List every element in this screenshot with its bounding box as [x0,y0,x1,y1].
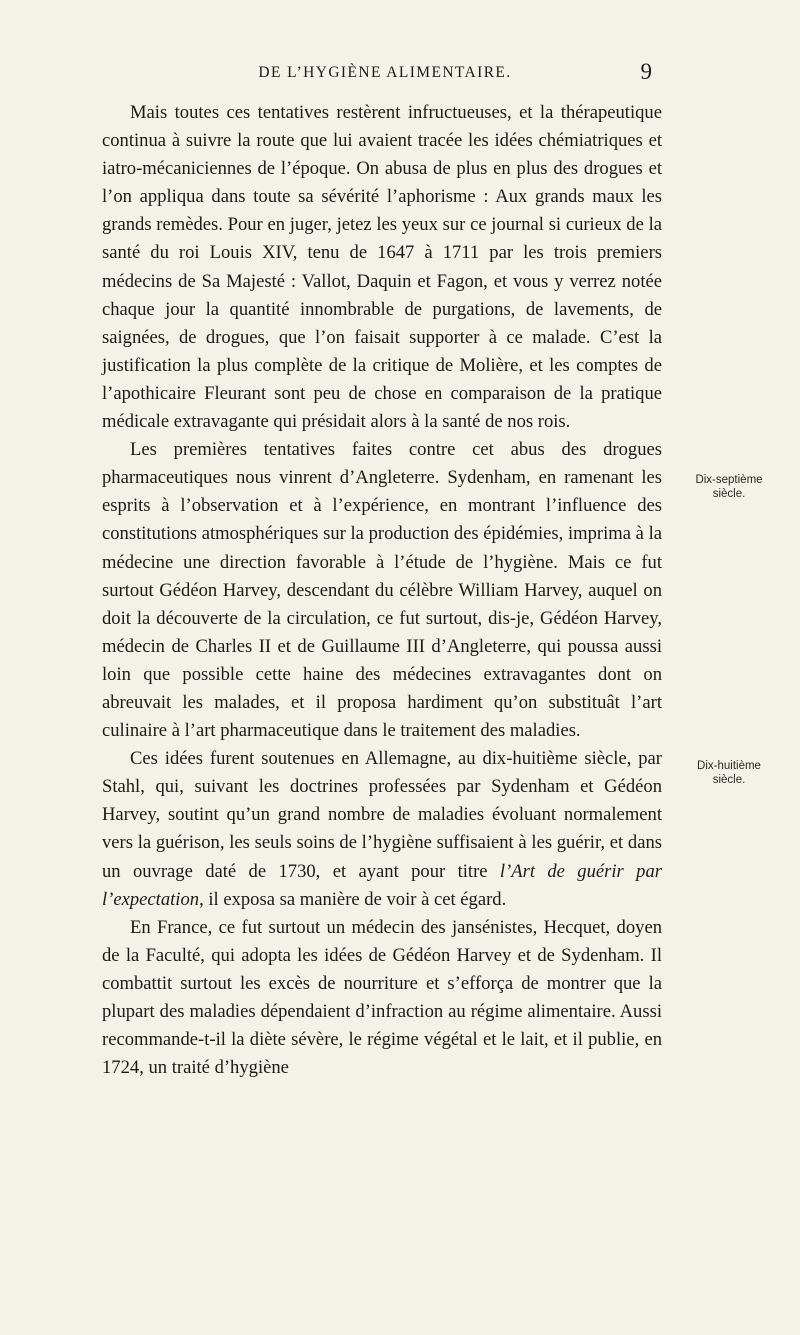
paragraph-4: En France, ce fut surtout un médecin des jansénistes, Hecquet, doyen de la Faculté, qui adopta les idées de Gédéon Harvey et de Sydenham. Il combattit surtout les excès de nourriture et s’efforça de montrer que la plupart des maladies dépendaient d’infraction au régime alimentaire. Aussi recommande-t-il la diète sévère, le régime végétal et le lait, et il publie, en 1724, un traité d’hygiène [102,916,662,1079]
margin-note-1-line-2: siècle. [712,488,746,500]
margin-note-2-line-2: siècle. [712,774,746,786]
margin-note-2-line-1: Dix-huitième [697,760,761,772]
page-number: 9 [640,59,652,84]
paragraph-3-text-after: , il exposa sa manière de voir à cet égard. [199,888,507,910]
running-title: DE L’HYGIÈNE ALIMENTAIRE. [258,64,512,81]
paragraph-3-text-before: Ces idées furent soutenues en Allemagne, au dix-huitième siècle, par Stahl, qui, suivant les doctrines professées par Sydenham et Gédéon Harvey, soutint qu’un grand nombre de maladies évoluant normalement vers la guérison, les seuls soins de l’hygiène suffisaient à les guérir, et dans un ouvrage daté de 1730, et ayant pour titre [102,748,662,882]
margin-note-1-line-1: Dix-septième [695,474,763,486]
body-text [102,99,662,1082]
margin-note-eighteenth-century [670,759,788,787]
paragraph-1: Mais toutes ces tentatives restèrent infructueuses, et la thérapeutique continua à suivre la route que lui avaient tracée les idées chémiatriques et iatro-mécaniciennes de l’époque. On abusa de plus en plus des drogues et l’on appliqua dans toute sa sévérité l’aphorisme : Aux grands maux les grands remèdes. Pour en juger, jetez les yeux sur ce journal si curieux de la santé du roi Louis XIV, tenu de 1647 à 1711 par les trois premiers médecins de Sa Majesté : Vallot, Daquin et Fagon, et vous y verrez notée chaque jour la quantité innombrable de purgations, de lavements, de saignées, de drogues, que l’on faisait supporter à ce malade. C’est la justification la plus complète de la critique de Molière, et les comptes de l’apothicaire Fleurant sont peu de chose en comparaison de la pratique médicale extravagante qui présidait alors à la santé de nos rois. [102,102,662,433]
margin-note-seventeenth-century [670,473,788,501]
paragraph-3 [102,745,662,914]
paragraph-2: Les premières tentatives faites contre cet abus des drogues pharmaceutiques nous vinrent d’Angleterre. Sydenham, en ramenant les esprits à l’observation et à l’expérience, en montrant l’influence des constitutions atmosphériques sur la production des épidémies, imprima à la médecine une direction favorable à l’étude de l’hygiène. Mais ce fut surtout Gédéon Harvey, descendant du célèbre William Harvey, auquel on doit la découverte de la circulation, ce fut surtout, dis-je, Gédéon Harvey, médecin de Charles II et de Guillaume III d’Angleterre, qui poussa aussi loin que possible cette haine des médecines extravagantes dont on abreuvait les malades, et il proposa hardiment qu’on substituât l’art culinaire à l’art pharmaceutique dans le traitement des maladies. [102,439,662,742]
running-head [110,58,660,88]
book-title-italic: l’Art de guérir par l’expectation [102,860,662,910]
